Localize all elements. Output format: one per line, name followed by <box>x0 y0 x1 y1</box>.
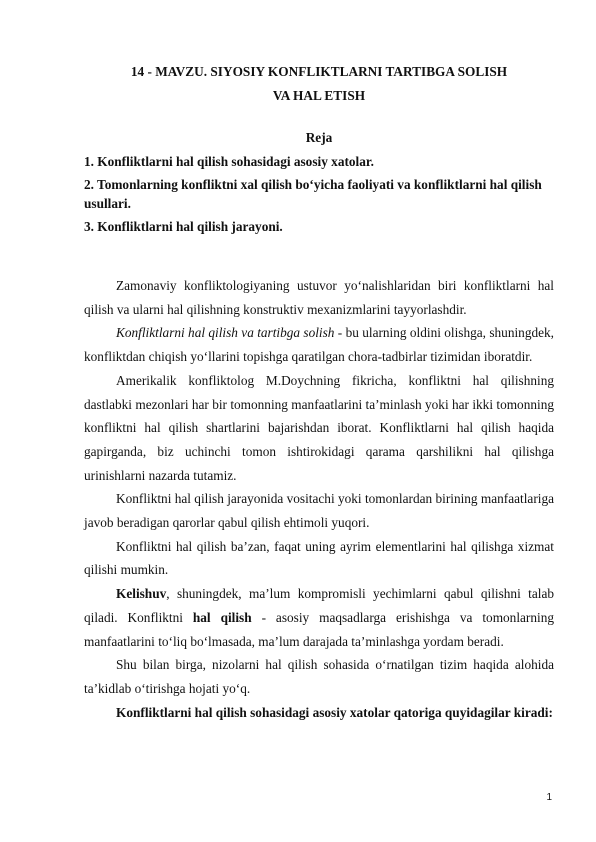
plan-item-3: 3. Konfliktlarni hal qilish jarayoni. <box>84 219 283 234</box>
bold-term-agreement: Kelishuv <box>116 586 167 602</box>
title-line-2: VA HAL ETISH <box>272 88 366 103</box>
paragraph: Shu bilan birga, nizolarni hal qilish sohasida o‘rnatilgan tizim haqida alohida ta’kidlab o‘tirishga hojati yo‘q. <box>84 657 554 696</box>
body-text <box>84 274 554 724</box>
paragraph: Konfliktni hal qilish jarayonida vositachi yoki tomonlardan birining manfaatlariga javob beradigan qarorlar qabul qilish ehtimoli yuqori. <box>84 491 554 531</box>
page-number: 1 <box>546 792 552 803</box>
paragraph-bold-lead: Konfliktlarni hal qilish sohasidagi asosiy xatolar qatoriga quyidagilar kiradi: <box>116 704 553 720</box>
document-title <box>84 60 554 108</box>
paragraph: Amerikalik konfliktolog M.Doychning fikricha, konfliktni hal qilishning dastlabki mezonlari har bir tomonning manfaatlarini ta’minlash yoki har ikki tomonning konfliktni hal qilish shartlarini bajarishdan iborat. Konfliktlarni hal qilish haqida gapirganda, biz uchinchi tomon ishtirokidagi qarama qarshilikni hal qilishga urinishlarni nazarda tutamiz. <box>84 372 554 483</box>
plan-item-1: 1. Konfliktlarni hal qilish sohasidagi asosiy xatolar. <box>84 154 374 169</box>
agreement-text-1: , shuningdek, ma’lum kompromisli yechimlarni qabul qilishni talab qiladi. Konfliktni <box>84 586 554 625</box>
paragraph-agreement <box>84 582 554 653</box>
plan-list <box>84 152 554 240</box>
plan-heading: Reja <box>305 130 333 145</box>
definition-text: - bu ularning oldini olishga, shuningdek, konfliktdan chiqish yo‘llarini topishga qaratilgan chora-tadbirlar tizimidan iboratdir. <box>84 325 554 365</box>
paragraph: Konfliktni hal qilish ba’zan, faqat uning ayrim elementlarini hal qilishga xizmat qilishi mumkin. <box>84 538 554 578</box>
agreement-text-2: - asosiy maqsadlarga erishishga va tomonlarning manfaatlarini to‘liq bo‘lmasada, ma’lum darajada ta’minlashga yordam beradi. <box>84 609 554 649</box>
bold-term-resolution: hal qilish <box>192 609 252 625</box>
defined-term: Konfliktlarni hal qilish va tartibga solish <box>116 325 335 341</box>
plan-item-2: 2. Tomonlarning konfliktni xal qilish bo‘yicha faoliyati va konfliktlarni hal qilish usullari. <box>84 177 542 211</box>
paragraph-definition <box>84 321 554 368</box>
paragraph: Zamonaviy konfliktologiyaning ustuvor yo‘nalishlaridan biri konfliktlarni hal qilish va ularni hal qilishning konstruktiv mexanizmlarini tayyorlashdir. <box>84 278 554 317</box>
title-line-1: 14 - MAVZU. SIYOSIY KONFLIKTLARNI TARTIBGA SOLISH <box>130 64 508 79</box>
